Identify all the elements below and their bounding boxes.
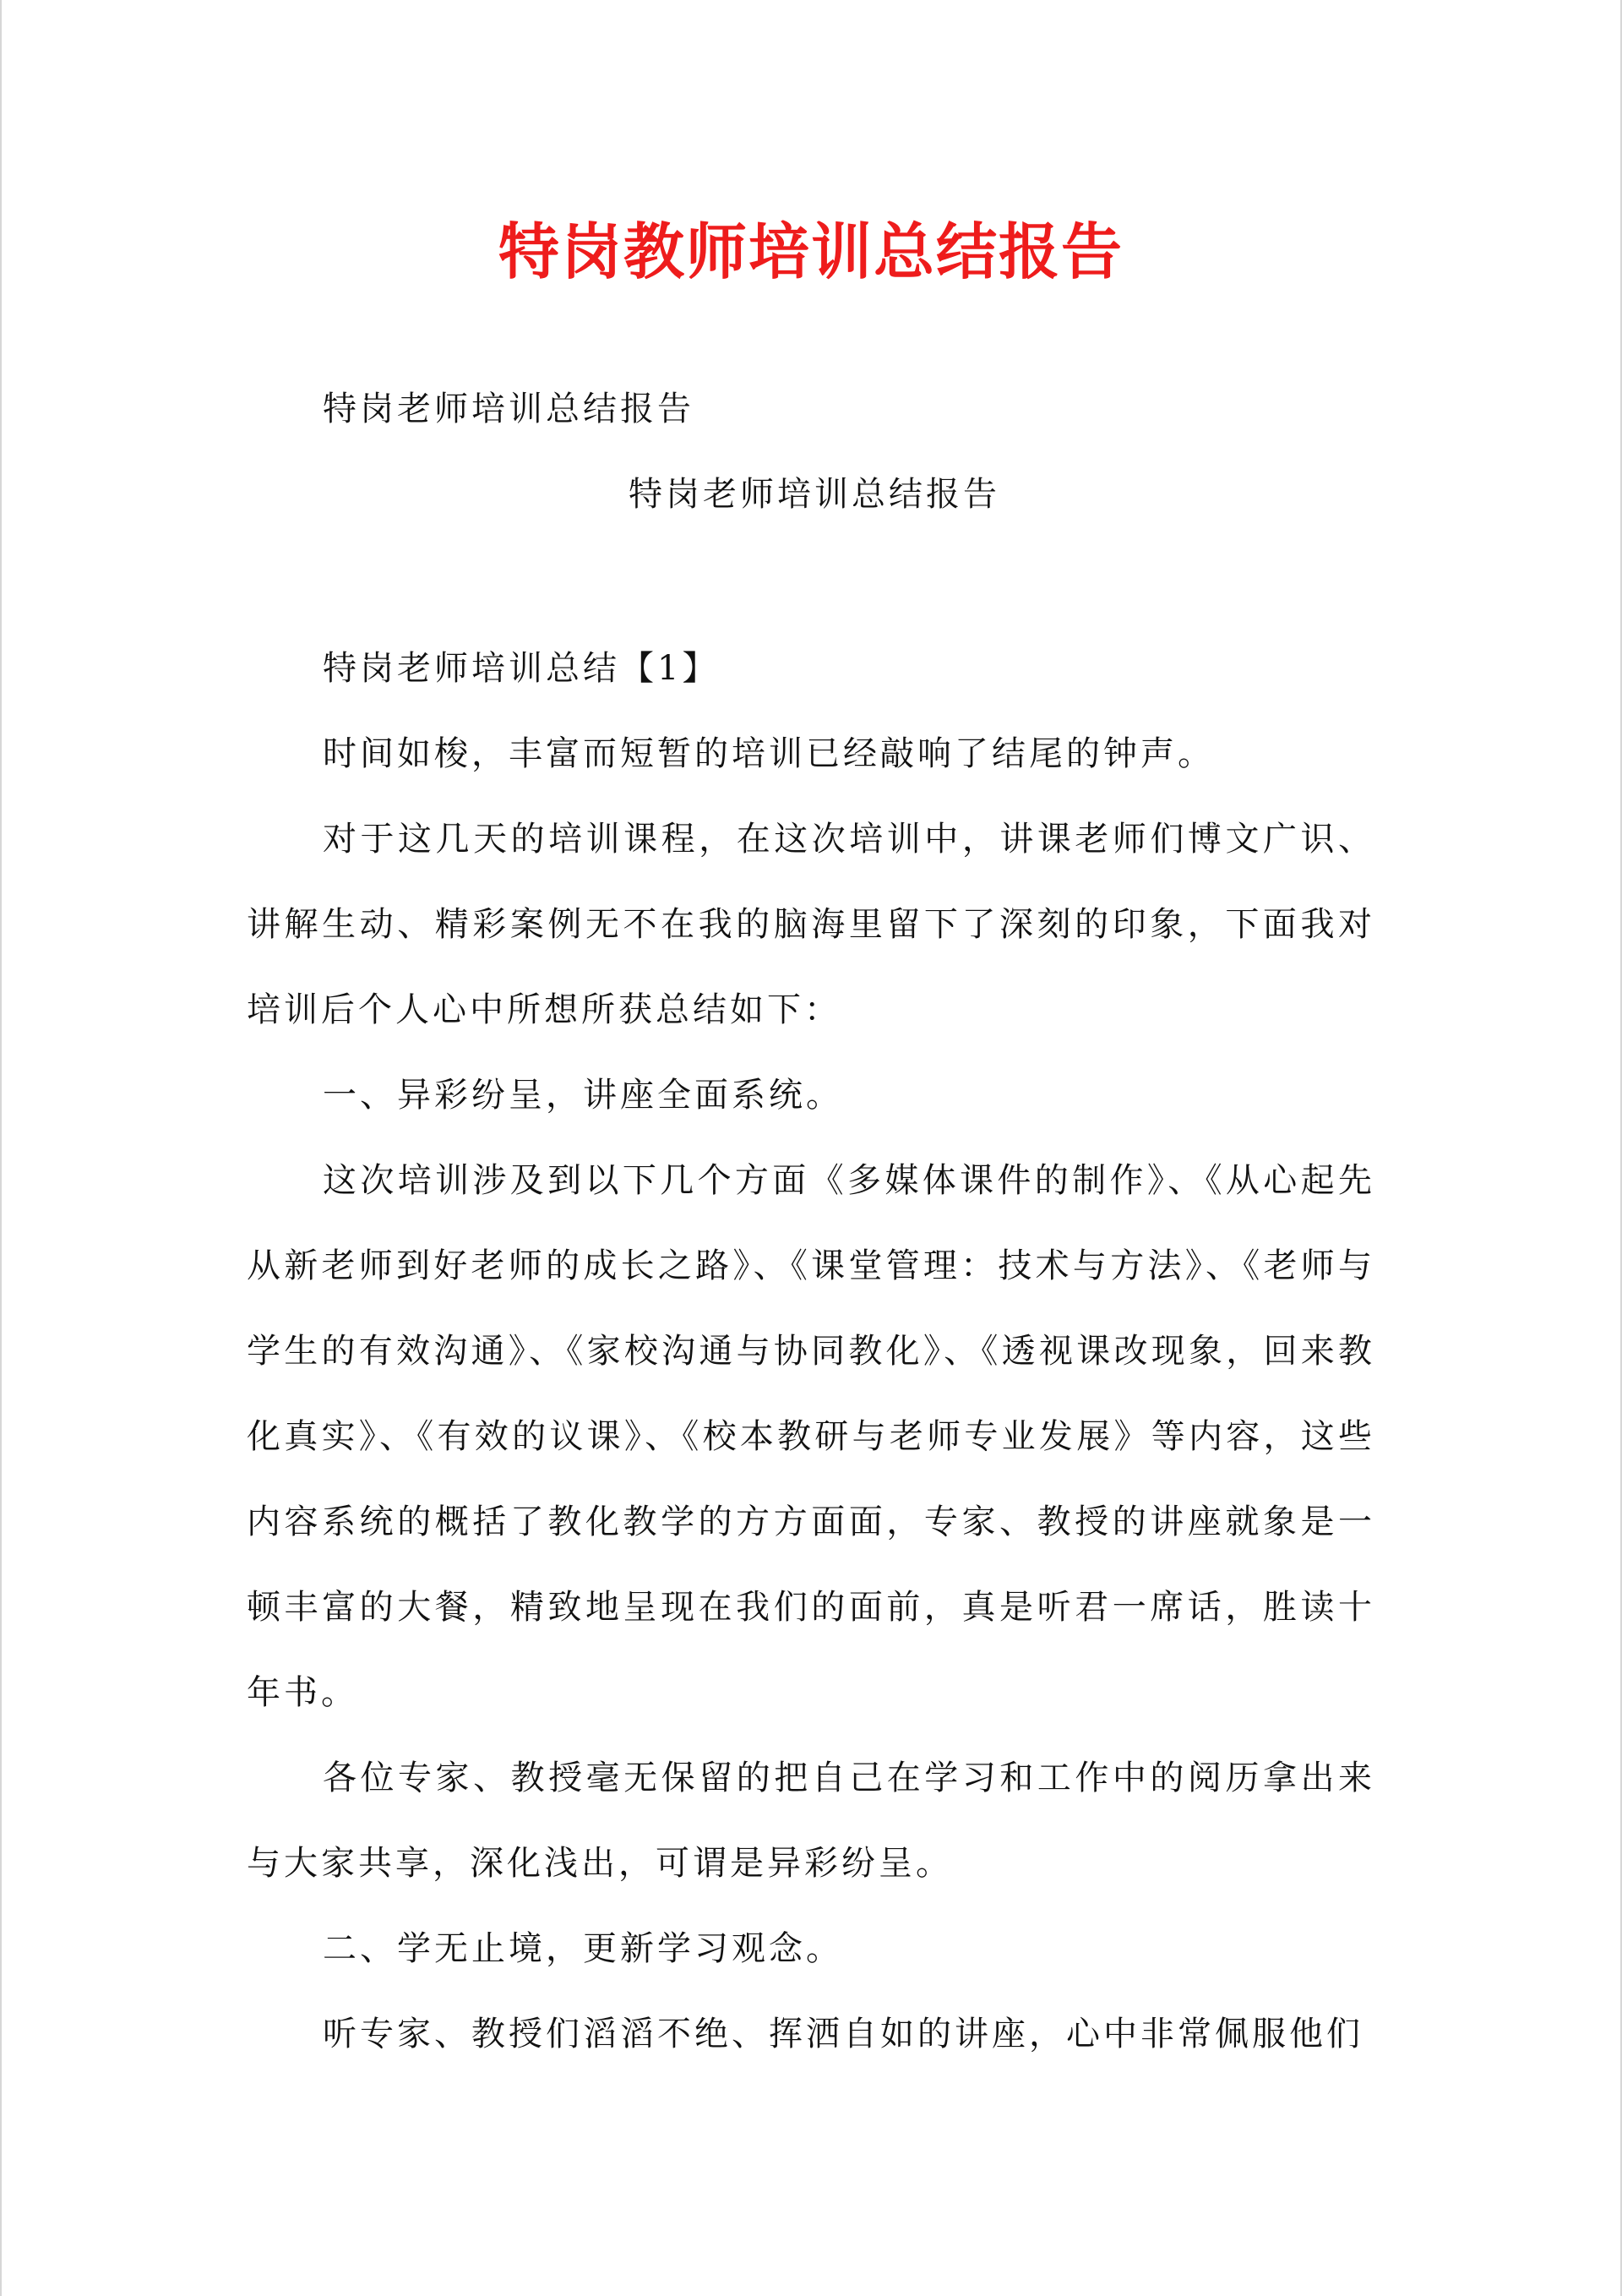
section-point-1: 一、异彩纷呈，讲座全面系统。 [323,1076,843,1115]
paragraph-experts-sharing: 各位专家、教授毫无保留的把自己在学习和工作中的阅历拿出来与大家共享，深化浅出，可谓是异彩纷呈。 [247,1759,1375,1883]
document-title: 特岗教师培训总结报告 [498,216,1124,287]
paragraph-lecture-impression: 听专家、教授们滔滔不绝、挥洒自如的讲座，心中非常佩服他们 [323,2015,1363,2053]
subtitle-center: 特岗老师培训总结报告 [629,475,1000,514]
section-point-2: 二、学无止境，更新学习观念。 [323,1929,843,1968]
subtitle-left: 特岗老师培训总结报告 [323,390,694,428]
section-heading-1: 特岗老师培训总结【1】 [323,649,720,688]
body-text [247,626,1375,2077]
paragraph-intro: 时间如梭，丰富而短暂的培训已经敲响了结尾的钟声。 [323,734,1215,773]
paragraph-course-list: 这次培训涉及到以下几个方面《多媒体课件的制作》、《从心起先从新老师到好老师的成长之路》、《课堂管理：技术与方法》、《老师与学生的有效沟通》、《家校沟通与协同教化》、《透视课改现象，回来教化真实》、《有效的议课》、《校本教研与老师专业发展》等内容，这些内容系统的概括了教化教学的方方面面，专家、教授的讲座就象是一顿丰富的大餐，精致地呈现在我们的面前，真是听君一席话，胜读十年书。 [247,1161,1375,1712]
paragraph-course-overview: 对于这几天的培训课程，在这次培训中，讲课老师们博文广识、讲解生动、精彩案例无不在我的脑海里留下了深刻的印象，下面我对培训后个人心中所想所获总结如下： [247,820,1375,1029]
page-left-border [0,0,2,2296]
